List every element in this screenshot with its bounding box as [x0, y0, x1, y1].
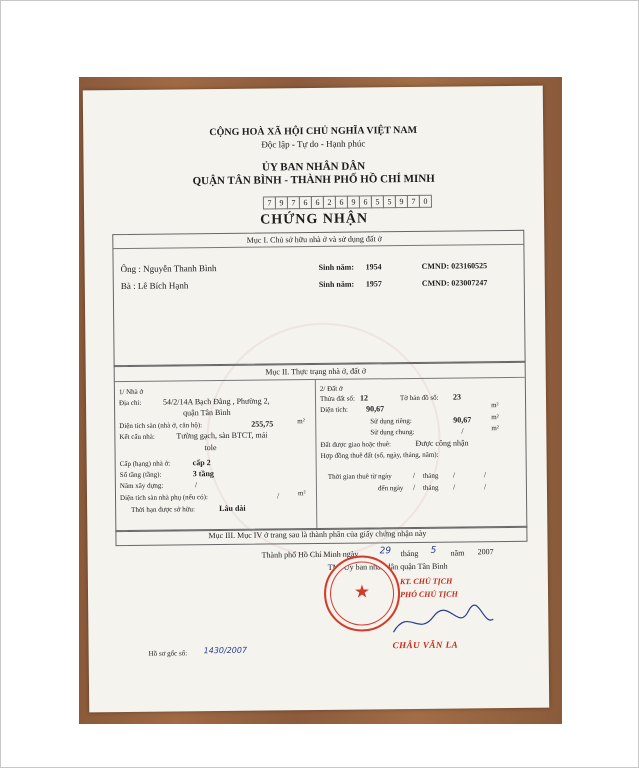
structure-line1: Tường gạch, sàn BTCT, mái — [176, 430, 268, 441]
land-form: Được công nhận — [415, 438, 469, 448]
record-label: Hồ sơ gốc số: — [148, 649, 188, 658]
address-line1: 54/2/14A Bạch Đằng , Phường 2, — [162, 396, 270, 407]
section2-title: Mục II. Thực trạng nhà ở, đất ở — [265, 366, 367, 377]
owner1-birth-year: 1954 — [365, 262, 382, 272]
lease-from-month-label: tháng — [422, 471, 439, 480]
place-date-label: Thành phố Hồ Chí Minh ngày — [261, 549, 359, 560]
grade-label: Cấp (hạng) nhà ở: — [119, 459, 171, 469]
plot-number: 12 — [359, 393, 369, 403]
plot-label: Thửa đất số: — [319, 394, 355, 403]
land-area-unit: m² — [491, 401, 499, 410]
certificate-document — [83, 86, 549, 713]
structure-label: Kết cấu nhà: — [119, 432, 155, 442]
authority-line2: QUẬN TÂN BÌNH - THÀNH PHỐ HỒ CHÍ MINH — [192, 172, 435, 188]
floor-area-label: Diện tích sàn (nhà ở, căn hộ): — [119, 421, 203, 431]
serial-number-boxes — [263, 191, 431, 211]
serial-digit: 7 — [287, 196, 300, 209]
lease-to-label: đến ngày — [377, 484, 404, 493]
motto: Độc lập - Tự do - Hạnh phúc — [261, 138, 366, 150]
country-name: CỘNG HOÀ XÃ HỘI CHỦ NGHĨA VIỆT NAM — [209, 124, 418, 139]
sign-month-label: tháng — [400, 548, 419, 559]
serial-digit: 5 — [371, 195, 384, 208]
section3-title: Mục III. Mục IV ở trang sau là thành phần của giấy chứng nhận này — [208, 528, 427, 541]
serial-digit: 9 — [275, 196, 288, 209]
on-behalf-line: TM. Ủy ban nhân dân quận Tân Bình — [327, 561, 448, 572]
serial-digit: 6 — [359, 195, 372, 208]
owner1-birth-label: Sinh năm: — [318, 262, 355, 272]
ownership-term-label: Thời hạn được sở hữu: — [131, 505, 195, 514]
lease-to-day: / — [412, 482, 416, 492]
serial-digit: 7 — [407, 195, 420, 208]
land-heading: 2/ Đất ở — [319, 384, 343, 393]
lease-label: Hợp đồng thuê đất (số, ngày, tháng, năm): — [320, 450, 439, 460]
serial-digit: 5 — [383, 195, 396, 208]
serial-digit: 6 — [299, 196, 312, 209]
private-label: Sử dụng riêng: — [370, 416, 412, 426]
lease-from-label: Thời gian thuê từ ngày — [327, 472, 392, 481]
owner2-id: CMND: 023007247 — [421, 278, 488, 288]
lease-from-year: / — [483, 470, 487, 480]
lease-from-day: / — [412, 470, 416, 480]
signer-name: CHÂU VĂN LA — [392, 639, 459, 651]
serial-digit: 7 — [263, 196, 276, 209]
map-number: 23 — [452, 392, 462, 402]
authority-line1: ỦY BAN NHÂN DÂN — [261, 160, 366, 174]
map-label: Tờ bản đồ số: — [399, 393, 439, 403]
aux-area: / — [276, 491, 280, 501]
address-line2: quận Tân Bình — [183, 407, 231, 418]
private-area: 90,67 — [453, 415, 472, 425]
aux-area-unit: m² — [297, 489, 306, 498]
lease-from-month: / — [452, 470, 456, 480]
handwritten-signature — [388, 601, 498, 642]
private-unit: m² — [491, 413, 499, 422]
lease-to-month-label: tháng — [422, 483, 439, 492]
sign-day: 29 — [379, 546, 392, 557]
shared-label: Sử dụng chung: — [370, 427, 415, 437]
section1-box — [112, 230, 525, 367]
serial-digit: 6 — [311, 196, 324, 209]
land-area: 90,67 — [366, 404, 385, 414]
year: / — [194, 480, 198, 490]
serial-digit: 6 — [335, 196, 348, 209]
sign-month: 5 — [430, 545, 437, 556]
owner2-birth-label: Sinh năm: — [318, 279, 355, 289]
land-area-label: Diện tích: — [320, 405, 348, 414]
lease-to-year: / — [483, 482, 487, 492]
document-title: CHỨNG NHẬN — [260, 211, 369, 228]
aux-area-label: Diện tích sàn nhà phụ (nếu có): — [119, 493, 208, 503]
land-form-label: Đất được giao hoặc thuê: — [320, 440, 392, 449]
floor-area: 255,75 — [251, 419, 274, 429]
floors-label: Số tầng (tầng): — [119, 470, 162, 480]
owner1-id: CMND: 023160525 — [421, 261, 488, 271]
house-heading: 1/ Nhà ở — [118, 387, 144, 397]
record-number: 1430/2007 — [203, 645, 248, 656]
sign-year: 2007 — [477, 547, 494, 557]
sign-year-label: năm — [450, 548, 465, 558]
address-label: Địa chỉ: — [118, 398, 142, 408]
section1-title: Mục I. Chủ sở hữu nhà ở và sử dụng đất ở — [246, 234, 382, 245]
owner1-name: Ông : Nguyễn Thanh Bình — [120, 263, 217, 275]
lease-to-month: / — [452, 482, 456, 492]
official-red-seal: ★ — [324, 555, 401, 632]
ownership-term: Lâu dài — [219, 503, 246, 514]
floors: 3 tầng — [192, 469, 214, 479]
grade: cấp 2 — [192, 458, 211, 468]
stamp-title2: PHÓ CHỦ TỊCH — [400, 589, 458, 600]
owner2-birth-year: 1957 — [365, 279, 382, 289]
serial-digit: 2 — [323, 196, 336, 209]
floor-area-unit: m² — [297, 417, 305, 426]
serial-digit: 9 — [395, 195, 408, 208]
year-label: Năm xây dựng: — [119, 481, 164, 491]
structure-line2: tole — [204, 443, 217, 453]
stamp-title1: KT. CHỦ TỊCH — [399, 576, 453, 587]
serial-digit: 0 — [419, 195, 432, 208]
shared-unit: m² — [491, 424, 499, 433]
owner2-name: Bà : Lê Bích Hạnh — [120, 280, 189, 292]
serial-digit: 9 — [347, 196, 360, 209]
shared-area: / — [461, 426, 464, 436]
